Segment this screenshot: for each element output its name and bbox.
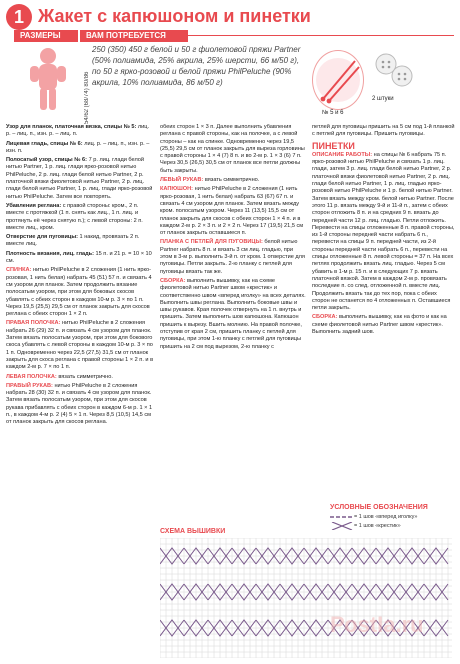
heading-work-description: ОПИСАНИЕ РАБОТЫ:: [312, 151, 373, 158]
text-left-sleeve: вязать симметрично.: [204, 177, 260, 184]
instructions-column-1: [6, 124, 154, 660]
heading-left-sleeve: ЛЕВЫЙ РУКАВ:: [160, 177, 204, 184]
heading-assembly: СБОРКА:: [160, 277, 186, 284]
info-tab-strip: [14, 30, 454, 42]
heading-placket-pattern: Узор для планок, платочная вязка, спицы № 5:: [6, 124, 137, 130]
heading-booties: ПИНЕТКИ: [312, 140, 355, 151]
text-hood: нитью PhilPeluche в 2 сложения (1 нить ярко-розовая, 1 нить белая) набрать 63 (67) 67 п. и связать 4 см узором для планок. Затем вязать между кром. полосатым узором. Через 11 (13,5) 15,5 см от планок закрыть для скосов с обеих сторон 1 × 4 п. и в каждом 2-м р. 2 × 3 п. и 2 × 2 п. Через 17 (19,5) 21,5 см от планок закрыть оставшиеся п.: [160, 186, 304, 237]
text-assembly: выполнить вышивку, как на схеме фиолетовой нитью Partner швом «крестик» и соответственно швом «вперед иголку» на всех деталях. Выполнить швы реглана. Выполнить боковые швы и швы рукавов. Края полочек отвернуть на 1 п. внутрь и пришить. Затем выполнить шов капюшона. Капюшон пришить к вырезу. Вшить молнию. На правой полочке, отступив от края 2 см, пришить планку с петлей для пуговицы, при этом 1-ю планку с петлей для пуговицы пришить на 2 см под вырезом, 2-ю планку с: [160, 277, 306, 350]
header-rule: [188, 35, 454, 36]
text-striped-pattern: 7 р. лиц. глади белой нитью Partner, 1 р. лиц. глади ярко-розовой нитью PhilPeluche, 2 р. лиц. глади белой нитью Partner, 2 р. платочной вязки фиолетовой нитью Partner, 2 р. лиц. глади белой нитью Partner, 1 р. лиц. глади ярко-розовой нитью PhilPeluche. Затем все повторять.: [6, 157, 153, 200]
page-title: Жакет с капюшоном и пинетки: [38, 6, 311, 26]
text-work-description: на спицы № 6 набрать 75 п. ярко-розовой нитью PhilPeluche и связать 1 р. лиц. глади, затем 3 р. лиц. глади белой нитью Partner, 2 р. платочной вязки фиолетовой нитью Partner, 2 р. лиц. глади белой нитью Partner, 1 р. лиц. гладью ярко-розовой нитью PhilPeluche и 1 р. белой нитью Partner. Затем вязать между кром. белой нитью Partner. После этого 11 р. вязать между 9-й и 11-й п., затем с обеих сторон отложить 8 п. и на средних 9 п. вязать до передней части 12 р. лиц. гладью. Петли отложить. Перевести на спицы отложенные 8 п. правой стороны, из 1-й стороны передней части набрать 6 п., перевести на спицы 9 п. передней части, из 2-й стороны передней части набрать 6 п., перевести на спицы отложенные 8 п. левой стороны = 37 п. На всех петлях продолжить вязать лиц. гладью. Через 5 см убавить в 1-м р. 15 п. и в следующих 7 р. вязать платочной вязкой. Затем в каждом 2-м р. провязать последние п. со след. отложенной п. вместе лиц. Продолжить вязать так до тех пор, пока с обеих сторон не останется по 4 отложенных п. Оставшиеся петли закрыть.: [312, 151, 455, 312]
text-placket-pattern: лиц. р. – лиц. п., изн. р. – лиц. п.: [6, 124, 150, 138]
text-right-front: нитью PhilPeluche в 2 сложения набрать 26 (29) 32 п. и связать 4 см узором для планок. Затем вязать полосатым узором, при этом для бокового скоса убавлять с левой стороны в каждом 10-м р. 3 × по 1 п. Одновременно через 22,5 (27,5) 31,5 см от планок закрыть для скоса реглана с правой стороны 1 × 2 п. и в каждом 2-м р. 7 × по 1 п.: [6, 320, 154, 371]
embroidery-scheme: [160, 528, 452, 658]
heading-left-front: ЛЕВАЯ ПОЛОЧКА:: [6, 373, 57, 380]
text-stockinette: лиц. р. – лиц. п., изн. р. – изн. п.: [6, 140, 150, 154]
heading-buttonhole: Отверстие для пуговицы:: [6, 234, 78, 241]
legend-cross-stitch-label: = 1 шов «крестик»: [354, 523, 401, 529]
text-raglan-decrease: с правой стороны: кром., 2 п. вместе с протяжкой (1 п. снять как лиц., 1 п. лиц. и протянуть её через снятую п.); с левой стороны: 2 п. вместе лиц., кром.: [6, 202, 143, 231]
buttons-icon: [370, 50, 418, 94]
text-button-tab: белой нитью Partner набрать 8 п. и вязать 3 см лиц. гладью, при этом в 3-м р. выполнить 3-й п. от кром. 1 отверстие для пуговицы. Петли закрыть. 2-ю планку с петлей для пуговицы вязать так же.: [160, 239, 305, 275]
materials-description: 250 (350) 450 г белой и 50 г фиолетовой пряжи Partner (50% полиамида, 25% акрила, 25% шерсти, 66 м/50 г), по 50 г ярко-розовой и белой пряжи PhilPeluche (90% акрила, 10% полиамида, 86 м/50 г): [92, 45, 301, 87]
tab-materials: ВАМ ПОТРЕБУЕТСЯ: [80, 30, 188, 42]
heading-striped-pattern: Полосатый узор, спицы № 6:: [6, 157, 88, 164]
heading-gauge: Плотность вязания, лиц. гладь:: [6, 250, 94, 257]
needle-caption: № 5 и 6: [322, 110, 344, 116]
instructions-column-3: [312, 124, 456, 498]
tab-sizes: РАЗМЕРЫ: [14, 30, 78, 42]
running-stitch-icon: [330, 514, 354, 520]
heading-back: СПИНКА:: [6, 267, 32, 274]
heading-stockinette: Лицевая гладь, спицы № 6:: [6, 140, 83, 147]
text-buttonhole: 1 накид, провязать 2 п. вместе лиц.: [6, 234, 140, 248]
buttons-caption: 2 штуки: [372, 96, 394, 102]
heading-right-sleeve: ПРАВЫЙ РУКАВ:: [6, 382, 53, 389]
size-vertical-label: 54/62 (68/74) 80/86: [84, 71, 90, 124]
heading-right-front: ПРАВАЯ ПОЛОЧКА:: [6, 320, 61, 327]
legend-row-running-stitch: [330, 514, 454, 520]
heading-hood: КАПЮШОН:: [160, 186, 194, 193]
legend-running-stitch-label: = 1 шов «вперед иголку»: [354, 514, 418, 520]
baby-silhouette-icon: [12, 46, 84, 114]
heading-raglan-decrease: Убавления реглана:: [6, 202, 62, 209]
heading-booties-assembly: СБОРКА:: [312, 314, 338, 321]
scheme-title: СХЕМА ВЫШИВКИ: [160, 528, 226, 535]
instructions-column-2: [160, 124, 306, 522]
text-back: нитью PhilPeluche в 2 сложения (1 нить ярко-розовая, 1 нить белая) набрать 45 (51) 57 п. и связать 4 см узором для планок. Затем продолжить вязание полосатым узором, при этом для боковых скосов убавлять с обеих сторон в каждом 10-м р. 3 × по 1 п. Через 19,5 (25,5) 29,5 см от планок закрыть для скосов реглана с обеих сторон 1 × 2 п.: [6, 267, 152, 318]
text-booties-assembly: выполнить вышивку, как на фото и как на схеме фиолетовой нитью Partner швом «крестик». Выполнить задний шов.: [312, 314, 447, 336]
embroidery-grid: [160, 538, 452, 658]
text-sleeve-continued: обеих сторон 1 × 3 п. Далее выполнить убавления реглана с правой стороны, как на полочке, а с левой стороны – как на спинке. Одновременно через 19,5 (25,5) 29,5 см от планок закрыть для выреза горловины с правой стороны 1 × 4 (7) 8 п. и во 2-м р. 1 × 3 (6) 7 п. Через 30,5 (26,5) 30,5 см от планок все петли должны быть закрыты.: [160, 124, 305, 174]
text-right-sleeve: нитью PhilPeluche в 2 сложения набрать 28 (30) 32 п. и связать 4 см узором для планок. Затем вязать полосатым узором, при этом для скосов рукава прибавлять с обеих сторон в каждом 6-м р. 1 × 1 п., в каждом 4-м р. 2 (4) 5 × 1 п. Через 8,5 (10,5) 14,5 см от планок закрыть для скосов реглана.: [6, 382, 153, 426]
text-gauge: 15 п. и 21 р. = 10 × 10 см.: [6, 250, 152, 265]
text-assembly-continued: петлей для пуговицы пришить на 5 см под 1-й планкой с петлей для пуговицы. Пришить пуговицы.: [312, 124, 455, 138]
watermark-text: РоstІа.ru: [330, 612, 424, 637]
text-left-front: вязать симметрично.: [58, 373, 113, 380]
section-number-badge: 1: [6, 4, 32, 30]
legend-title: УСЛОВНЫЕ ОБОЗНАЧЕНИЯ: [330, 504, 428, 511]
heading-button-tab: ПЛАНКА С ПЕТЛЕЙ ДЛЯ ПУГОВИЦЫ:: [160, 239, 263, 246]
knitting-needles-icon: [312, 50, 364, 110]
